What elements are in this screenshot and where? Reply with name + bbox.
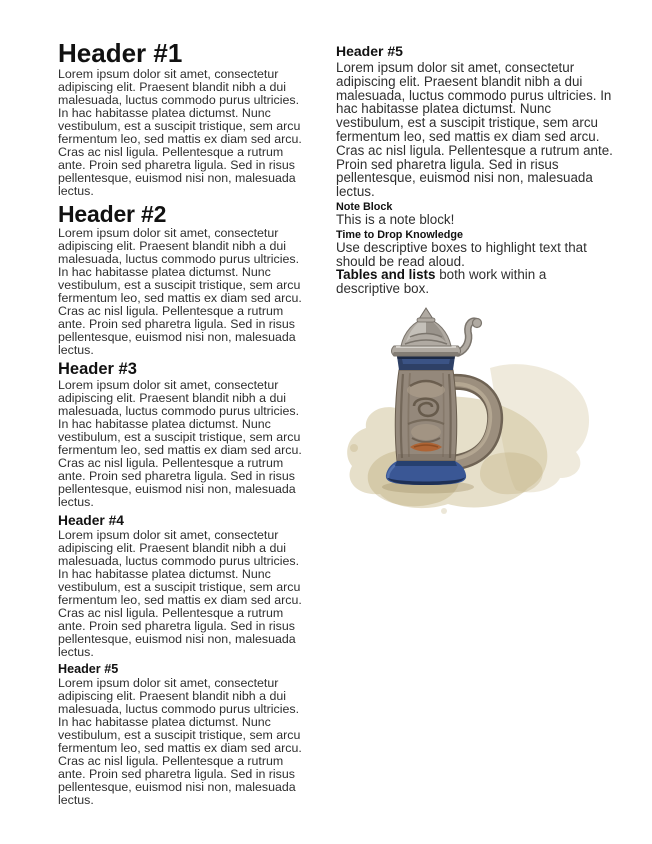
note-block-text: This is a note block! (336, 211, 455, 227)
tables-and-lists-rest: both work within a descriptive box. (336, 267, 547, 297)
stein-thumblift (458, 318, 482, 353)
section-paragraph: Lorem ipsum dolor sit amet, consectetur adipiscing elit. Praesent blandit nibh a dui malesuada, luctus commodo purus ultricies. In hac habitasse platea dictumst. Nunc vestibulum, est a suscipit tristique, sem arcu fermentum leo, sed mattis ex diam sed arcu. Cras ac nisl ligula. Pellentesque a rutrum ante. Proin sed pharetra ligula. Sed in risus pellentesque, euismod nisi non, malesuada lectus. (58, 378, 302, 509)
section-header-5-right: Header #5 (336, 43, 403, 59)
section-paragraph: Lorem ipsum dolor sit amet, consectetur adipiscing elit. Praesent blandit nibh a dui malesuada, luctus commodo purus ultricies. In hac habitasse platea dictumst. Nunc vestibulum, est a suscipit tristique, sem arcu fermentum leo, sed mattis ex diam sed arcu. Cras ac nisl ligula. Pellentesque a rutrum ante. Proin sed pharetra ligula. Sed in risus pellentesque, euismod nisi non, malesuada lectus. (58, 676, 302, 807)
stein (386, 308, 495, 485)
note-block-heading: Note Block (336, 200, 393, 213)
knowledge-block-heading: Time to Drop Knowledge (336, 228, 463, 241)
section-header-4: Header #4 (58, 513, 124, 528)
section-paragraph: Lorem ipsum dolor sit amet, consectetur adipiscing elit. Praesent blandit nibh a dui malesuada, luctus commodo purus ultricies. In hac habitasse platea dictumst. Nunc vestibulum, est a suscipit tristique, sem arcu fermentum leo, sed mattis ex diam sed arcu. Cras ac nisl ligula. Pellentesque a rutrum ante. Proin sed pharetra ligula. Sed in risus pellentesque, euismod nisi non, malesuada lectus. (58, 528, 302, 659)
section-paragraph: Lorem ipsum dolor sit amet, consectetur adipiscing elit. Praesent blandit nibh a dui malesuada, luctus commodo purus ultricies. In hac habitasse platea dictumst. Nunc vestibulum, est a suscipit tristique, sem arcu fermentum leo, sed mattis ex diam sed arcu. Cras ac nisl ligula. Pellentesque a rutrum ante. Proin sed pharetra ligula. Sed in risus pellentesque, euismod nisi non, malesuada lectus. (58, 67, 302, 198)
section-header-5: Header #5 (58, 662, 119, 676)
stein-finial (417, 308, 435, 322)
stein-blue-band (397, 356, 455, 370)
knowledge-block-text: Use descriptive boxes to highlight text that should be read aloud. (336, 239, 587, 269)
section-paragraph: Lorem ipsum dolor sit amet, consectetur adipiscing elit. Praesent blandit nibh a dui malesuada, luctus commodo purus ultricies. In hac habitasse platea dictumst. Nunc vestibulum, est a suscipit tristique, sem arcu fermentum leo, sed mattis ex diam sed arcu. Cras ac nisl ligula. Pellentesque a rutrum ante. Proin sed pharetra ligula. Sed in risus pellentesque, euismod nisi non, malesuada lectus. (58, 226, 302, 357)
section-header-3: Header #3 (58, 360, 137, 378)
beer-stein-figure (340, 306, 600, 516)
tables-and-lists-bold: Tables and lists (336, 267, 436, 283)
section-paragraph: Lorem ipsum dolor sit amet, consectetur adipiscing elit. Praesent blandit nibh a dui malesuada, luctus commodo purus ultricies. In hac habitasse platea dictumst. Nunc vestibulum, est a suscipit tristique, sem arcu fermentum leo, sed mattis ex diam sed arcu. Cras ac nisl ligula. Pellentesque a rutrum ante. Proin sed pharetra ligula. Sed in risus pellentesque, euismod nisi non, malesuada lectus. (336, 60, 613, 200)
stein-lid (392, 318, 461, 356)
left-column (58, 40, 310, 807)
two-column-layout (58, 40, 652, 807)
right-column (336, 40, 614, 807)
section-header-2: Header #2 (58, 201, 167, 227)
tables-and-lists-sentence (336, 268, 614, 296)
beer-stein-illustration (340, 306, 600, 516)
section-header-1: Header #1 (58, 38, 183, 68)
stein-base (386, 461, 466, 485)
